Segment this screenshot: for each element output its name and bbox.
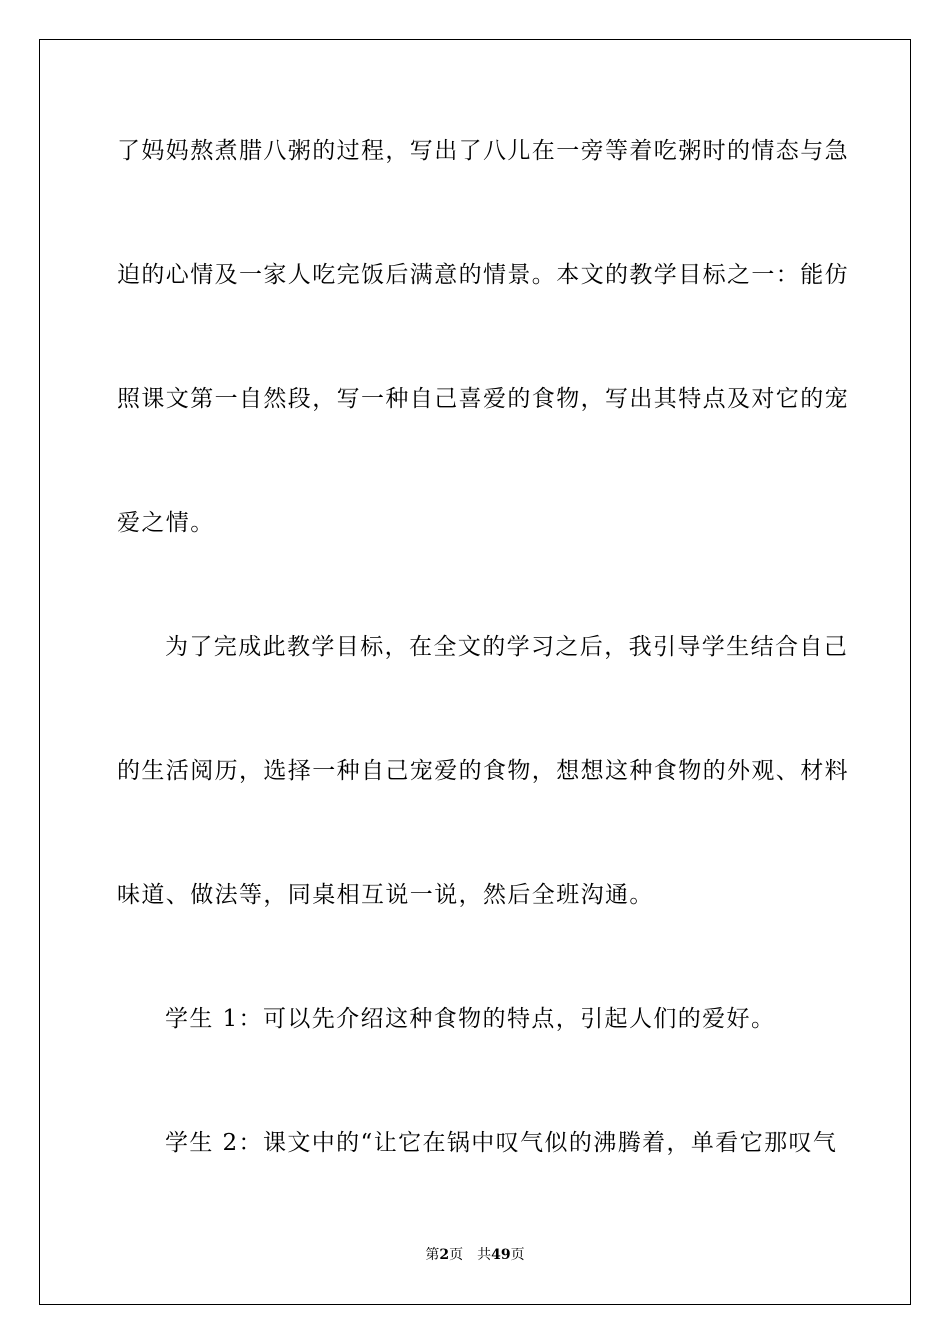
footer-total-pages: 49 bbox=[491, 1247, 511, 1263]
body-line-7: 味道、做法等，同桌相互说一说，然后全班沟通。 bbox=[117, 882, 654, 908]
body-line-5: 为了完成此教学目标，在全文的学习之后，我引导学生结合自己 bbox=[165, 634, 849, 660]
body-line-2: 迫的心情及一家人吃完饭后满意的情景。本文的教学目标之一：能仿 bbox=[117, 262, 849, 288]
footer-page-prefix: 第 bbox=[425, 1247, 440, 1263]
footer-page-suffix: 页 bbox=[449, 1247, 464, 1263]
footer-total-suffix: 页 bbox=[510, 1247, 525, 1263]
body-line-3: 照课文第一自然段，写一种自己喜爱的食物，写出其特点及对它的宠 bbox=[117, 386, 849, 412]
body-line-6: 的生活阅历，选择一种自己宠爱的食物，想想这种食物的外观、材料 bbox=[117, 758, 849, 784]
footer-page-number: 2 bbox=[439, 1247, 450, 1263]
page-border bbox=[39, 39, 911, 1305]
body-line-8: 学生 1：可以先介绍这种食物的特点，引起人们的爱好。 bbox=[165, 1006, 776, 1032]
page-footer bbox=[0, 1246, 950, 1264]
body-line-4: 爱之情。 bbox=[117, 510, 215, 536]
body-line-9: 学生 2：课文中的“让它在锅中叹气似的沸腾着，单看它那叹气 bbox=[165, 1130, 838, 1156]
footer-total-prefix: 共 bbox=[477, 1247, 492, 1263]
body-line-1: 了妈妈熬煮腊八粥的过程，写出了八儿在一旁等着吃粥时的情态与急 bbox=[117, 138, 849, 164]
